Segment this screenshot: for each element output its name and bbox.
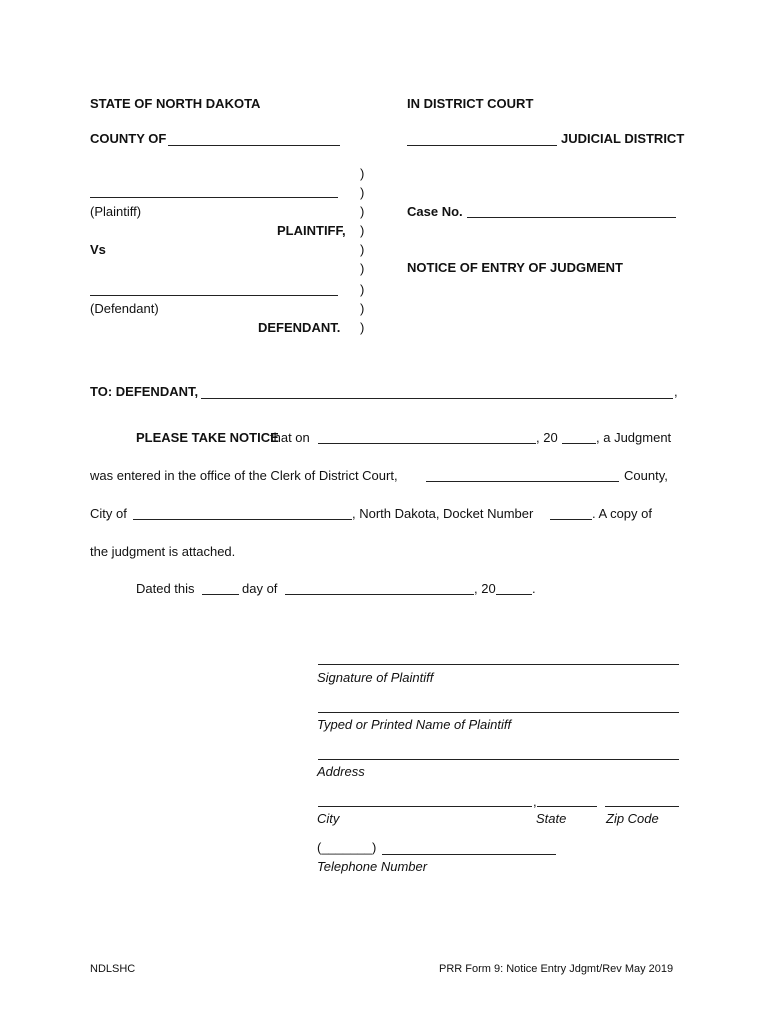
footer-left: NDLSHC [90, 963, 136, 975]
telephone-label: Telephone Number [317, 859, 428, 874]
plaintiff-note: (Plaintiff) [90, 204, 142, 219]
caption-paren: ) [360, 261, 365, 276]
caption-paren: ) [360, 242, 365, 257]
dated-this-text: Dated this [136, 581, 195, 596]
entered-office-text: was entered in the office of the Clerk of District Court, [90, 468, 398, 483]
defendant-label: DEFENDANT. [258, 320, 341, 335]
north-dakota-docket-text: , North Dakota, Docket Number [352, 506, 534, 521]
city-of-text: City of [90, 506, 127, 521]
month-field[interactable] [285, 594, 474, 595]
court-heading: IN DISTRICT COURT [407, 96, 534, 111]
case-number-field[interactable] [467, 217, 676, 218]
zip-label: Zip Code [606, 811, 659, 826]
document-title: NOTICE OF ENTRY OF JUDGMENT [407, 260, 623, 275]
judgment-date-field[interactable] [318, 443, 536, 444]
copy-of-text: . A copy of [592, 506, 652, 521]
day-field[interactable] [202, 594, 239, 595]
address-field[interactable] [318, 759, 679, 760]
defendant-name-field[interactable] [90, 295, 338, 296]
caption-paren: ) [360, 223, 365, 238]
county-field[interactable] [168, 145, 340, 146]
address-label: Address [317, 764, 365, 779]
footer-right: PRR Form 9: Notice Entry Jdgmt/Rev May 2019 [439, 963, 674, 975]
state-label: State [536, 811, 567, 826]
day-of-text: day of [242, 581, 278, 596]
plaintiff-name-field[interactable] [90, 197, 338, 198]
docket-number-field[interactable] [550, 519, 592, 520]
city-field[interactable] [133, 519, 352, 520]
county-text: County, [624, 468, 668, 483]
year2-prefix: , 20 [474, 581, 496, 596]
plaintiff-label: PLAINTIFF, [277, 223, 346, 238]
county-label: COUNTY OF [90, 131, 167, 146]
signature-field[interactable] [318, 664, 679, 665]
case-number-label: Case No. [407, 204, 463, 219]
please-take-notice: PLEASE TAKE NOTICE [136, 430, 279, 445]
caption-paren: ) [360, 185, 365, 200]
defendant-note: (Defendant) [90, 301, 159, 316]
judgment-year-field[interactable] [562, 443, 596, 444]
area-code-field[interactable]: (_______) [317, 840, 377, 855]
to-defendant-label: TO: DEFENDANT, [90, 384, 199, 399]
judicial-district-field[interactable] [407, 145, 557, 146]
that-on-text: that on [270, 430, 310, 445]
telephone-field[interactable] [382, 854, 556, 855]
county-clerk-field[interactable] [426, 481, 619, 482]
printed-name-label: Typed or Printed Name of Plaintiff [317, 717, 512, 732]
city-sig-field[interactable] [318, 806, 532, 807]
caption-paren: ) [360, 204, 365, 219]
a-judgment-text: , a Judgment [596, 430, 672, 445]
zip-field[interactable] [605, 806, 679, 807]
signature-label: Signature of Plaintiff [317, 670, 434, 685]
state-field[interactable] [537, 806, 597, 807]
to-defendant-comma: , [674, 384, 678, 399]
versus-label: Vs [90, 242, 106, 257]
city-label: City [317, 811, 340, 826]
caption-paren: ) [360, 282, 365, 297]
caption-paren: ) [360, 320, 365, 335]
printed-name-field[interactable] [318, 712, 679, 713]
judicial-district-label: JUDICIAL DISTRICT [561, 131, 685, 146]
year-prefix: , 20 [536, 430, 558, 445]
judgment-attached-text: the judgment is attached. [90, 544, 236, 559]
state-heading: STATE OF NORTH DAKOTA [90, 96, 261, 111]
caption-paren: ) [360, 166, 365, 181]
dated-period: . [532, 581, 536, 596]
caption-paren: ) [360, 301, 365, 316]
defendant-address-field[interactable] [201, 398, 673, 399]
city-state-comma: , [533, 794, 537, 809]
year2-field[interactable] [496, 594, 532, 595]
